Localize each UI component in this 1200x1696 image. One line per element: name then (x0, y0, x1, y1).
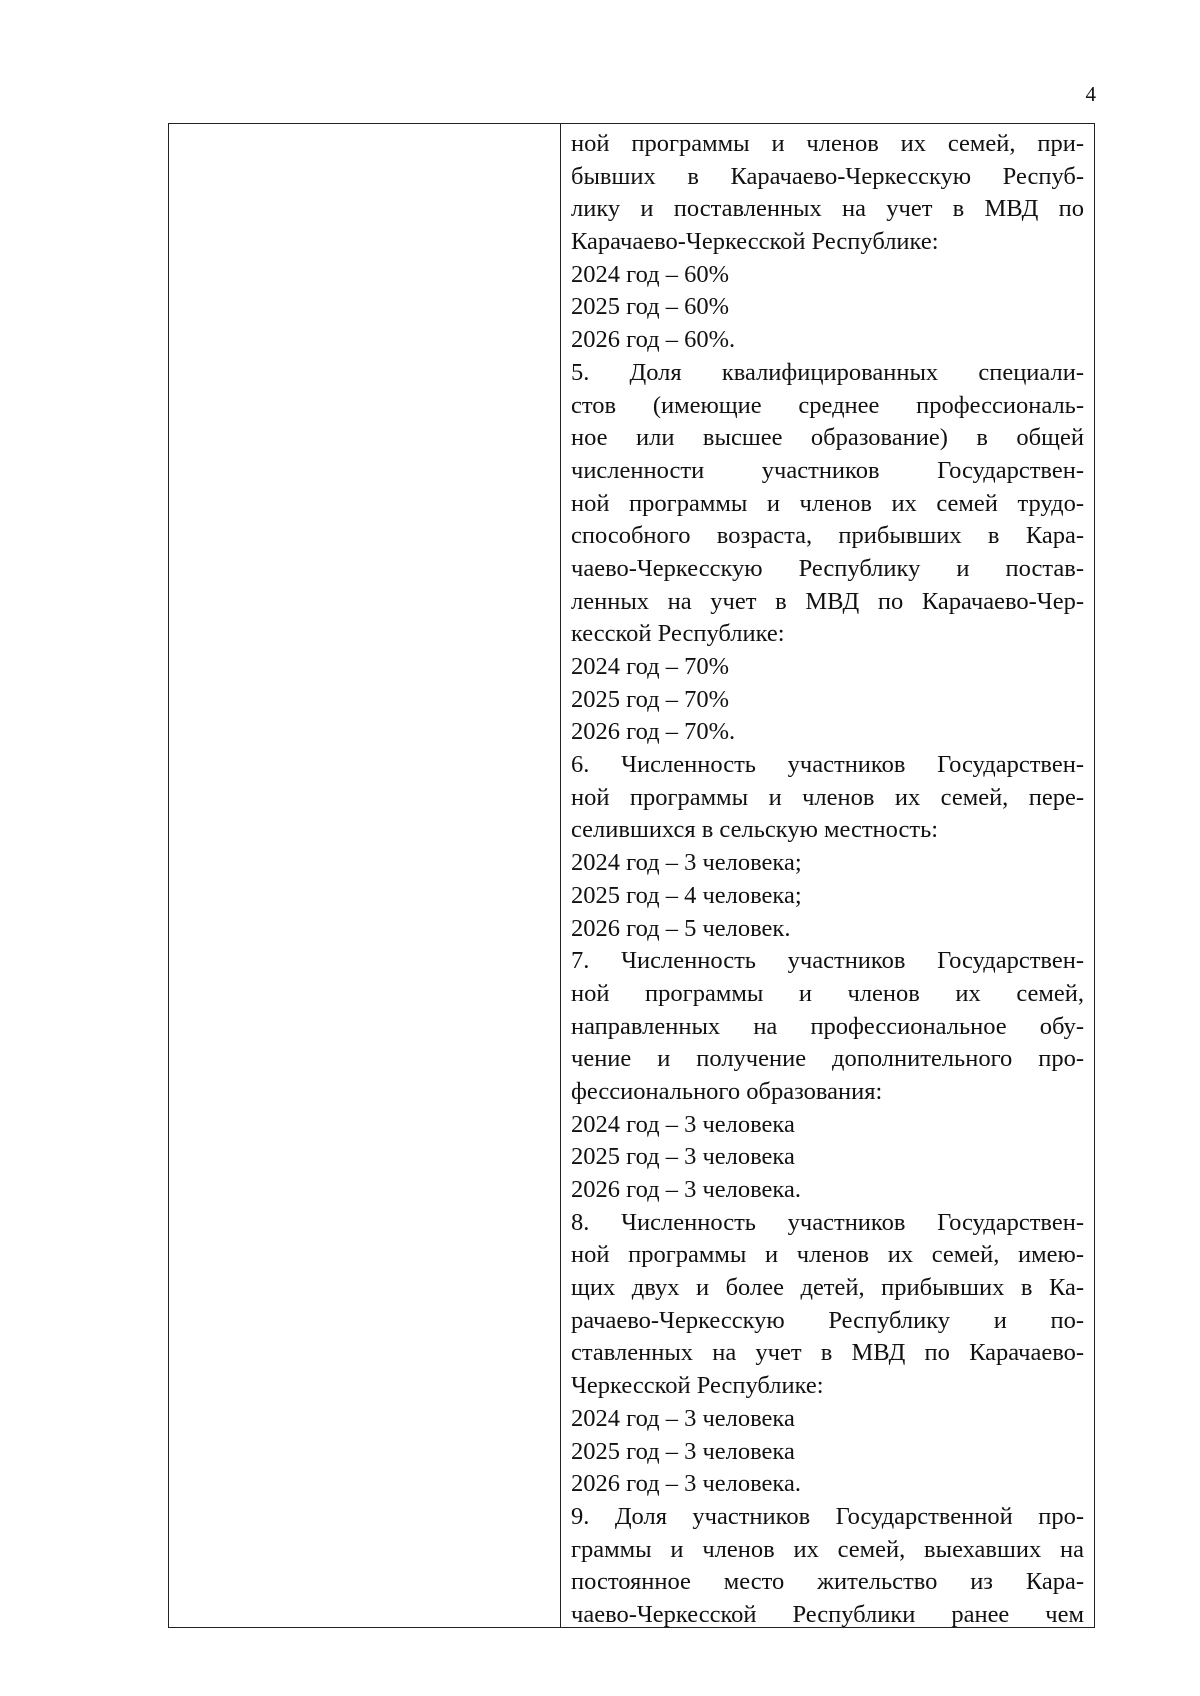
text-line: способного возраста, прибывших в Кара- (571, 522, 1084, 550)
text-line: 2024 год – 3 человека (571, 1110, 795, 1138)
text-line: граммы и членов их семей, выехавших на (571, 1535, 1084, 1563)
text-line: 2024 год – 70% (571, 653, 729, 680)
text-line: ной программы и членов их семей, при- (571, 130, 1084, 157)
text-line: 5. Доля квалифицированных специали- (571, 358, 1084, 386)
text-line: селившихся в сельскую местность: (571, 816, 939, 844)
text-line: 2026 год – 3 человека. (571, 1176, 801, 1203)
text-line: 2025 год – 3 человека (571, 1437, 795, 1465)
text-line: рачаево-Черкесскую Республику и по- (571, 1306, 1084, 1334)
text-line: 2026 год – 60%. (571, 326, 736, 354)
text-line: 6. Численность участников Государствен- (571, 751, 1084, 779)
text-line: 9. Доля участников Государственной про- (571, 1502, 1084, 1530)
text-line: постоянное место жительство из Кара- (571, 1568, 1084, 1596)
text-line: ной программы и членов их семей, пере- (571, 783, 1084, 811)
page-number: 4 (1085, 82, 1096, 106)
text-line: 2024 год – 3 человека (571, 1404, 795, 1432)
text-line: Карачаево-Черкесской Республике: (571, 228, 939, 256)
table-right-cell (561, 124, 1094, 1627)
text-line: 7. Численность участников Государствен- (571, 947, 1084, 975)
table-left-cell (169, 124, 561, 1627)
text-line: ленных на учет в МВД по Карачаево-Чер- (571, 587, 1084, 615)
text-line: численности участников Государствен- (571, 456, 1084, 484)
text-line: направленных на профессиональное обу- (571, 1012, 1084, 1040)
text-line: ной программы и членов их семей, (571, 979, 1084, 1007)
document-table (168, 123, 1095, 1628)
text-line: бывших в Карачаево-Черкесскую Респуб- (571, 162, 1084, 190)
text-line: 2025 год – 70% (571, 685, 729, 713)
text-line: кесской Республике: (571, 620, 785, 648)
text-line: ной программы и членов их семей, имею- (571, 1241, 1084, 1269)
text-line: 2025 год – 60% (571, 293, 729, 321)
text-line: 2024 год – 60% (571, 260, 729, 288)
text-line: щих двух и более детей, прибывших в Ка- (571, 1274, 1084, 1302)
text-line: ное или высшее образование) в общей (571, 424, 1084, 452)
text-line: Черкесской Республике: (571, 1372, 824, 1400)
text-line: ной программы и членов их семей трудо- (571, 489, 1084, 517)
text-line: 2026 год – 3 человека. (571, 1470, 801, 1498)
text-line: 2024 год – 3 человека; (571, 849, 802, 877)
text-line: 2025 год – 4 человека; (571, 881, 802, 909)
text-line: ставленных на учет в МВД по Карачаево- (571, 1339, 1084, 1367)
text-line: стов (имеющие среднее профессиональ- (571, 391, 1084, 419)
text-line: 2026 год – 5 человек. (571, 914, 791, 942)
text-line: фессионального образования: (571, 1077, 883, 1105)
text-line: чаево-Черкесскую Республику и постав- (571, 554, 1084, 582)
text-line: 2026 год – 70%. (571, 718, 736, 746)
text-line: чаево-Черкесской Республики ранее чем (571, 1600, 1084, 1627)
text-line: 2025 год – 3 человека (571, 1143, 795, 1171)
text-line: лику и поставленных на учет в МВД по (571, 195, 1084, 223)
text-line: 8. Численность участников Государствен- (571, 1208, 1084, 1236)
text-line: чение и получение дополнительного про- (571, 1045, 1084, 1073)
